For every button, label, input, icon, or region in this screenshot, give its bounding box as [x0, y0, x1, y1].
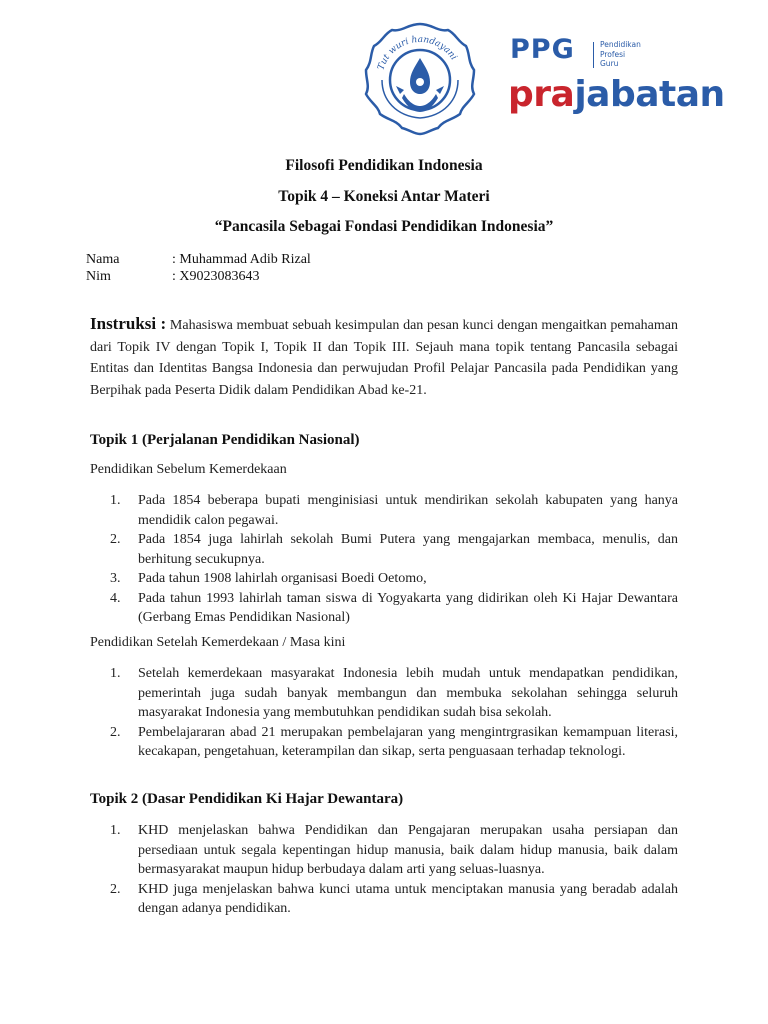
- pre-independence-heading: Pendidikan Sebelum Kemerdekaan: [90, 462, 287, 477]
- wordmark-part-pra: pra: [508, 74, 575, 115]
- ppg-sub-line: Guru: [600, 59, 619, 68]
- list-item: [110, 589, 678, 628]
- post-independence-heading: Pendidikan Setelah Kemerdekaan / Masa kini: [90, 635, 346, 650]
- document-subtitle: Topik 4 – Koneksi Antar Materi: [278, 188, 490, 205]
- ppg-sub-line: Profesi: [600, 49, 626, 59]
- ppg-sub-line: Pendidikan: [600, 40, 641, 49]
- ppg-prajabatan-logo: [508, 34, 728, 124]
- list-item: [110, 880, 678, 919]
- list-text: KHD juga menjelaskan bahwa kunci utama untuk menciptakan manusia yang beradab adalah dengan adanya pendidikan.: [138, 881, 678, 916]
- document-title: Filosofi Pendidikan Indonesia: [285, 157, 483, 174]
- wordmark-part-jabatan: jabatan: [574, 74, 725, 115]
- instruction-text: Mahasiswa membuat sebuah kesimpulan dan pesan kunci dengan mengaitkan pemahaman dari Topik IV dengan Topik I, Topik II dan Topik III. Sejauh mana topik tentang Pancasila sebagai Entitas dan Identitas Bangsa Indonesia dan perwujudan Profil Pelajar Pancasila pada Pendidikan yang Berpihak pada Peserta Didik dalam Pendidikan Abad ke-21.: [90, 318, 678, 398]
- list-item: [110, 821, 678, 880]
- list-text: KHD menjelaskan bahwa Pendidikan dan Pengajaran merupakan usaha persiapan dan persediaan untuk segala kepentingan hidup manusia, baik dalam hidup manusia, baik dalam bermasyarakat maupun hidup berbudaya dalam arti yang seluas-luasnya.: [138, 823, 678, 877]
- list-text: Setelah kemerdekaan masyarakat Indonesia lebih mudah untuk mendapatkan pendidikan, pemerintah juga sudah banyak membangun dan membuka sekolahan sehingga seluruh masyarakat Indonesia yang membutuhkan pendidikan sudah bisa sekolah.: [138, 666, 678, 720]
- list-text: Pembelajararan abad 21 merupakan pembelajaran yang mengintrgrasikan kemampuan literasi, kecakapan, pengetahuan, keterampilan dan sikap, serta penguasaan terhadap teknologi.: [138, 724, 678, 759]
- instruction-label: Instruksi :: [90, 314, 167, 333]
- ppg-logo-text: PPG: [510, 34, 575, 65]
- list-item: [110, 569, 678, 589]
- svg-text:Tut wuri handayani: Tut wuri handayani: [376, 34, 459, 72]
- name-value: : Muhammad Adib Rizal: [172, 252, 311, 267]
- list-item: [110, 723, 678, 762]
- list-number: 3.: [110, 571, 121, 586]
- document-theme: “Pancasila Sebagai Fondasi Pendidikan Indonesia”: [214, 218, 554, 235]
- list-item: [110, 491, 678, 530]
- ppg-logo-divider: [593, 42, 594, 68]
- university-logo: [360, 20, 480, 138]
- name-label: Nama: [86, 252, 120, 267]
- list-number: 2.: [110, 724, 121, 740]
- list-number: 2.: [110, 532, 121, 547]
- list-number: 1.: [110, 493, 121, 508]
- list-text: Pada tahun 1993 lahirlah taman siswa di Yogyakarta yang didirikan oleh Ki Hajar Dewantara (Gerbang Emas Pendidikan Nasional): [138, 590, 678, 625]
- topik-1-heading: Topik 1 (Perjalanan Pendidikan Nasional): [90, 432, 360, 448]
- topik-2-heading: Topik 2 (Dasar Pendidikan Ki Hajar Dewantara): [90, 791, 404, 807]
- pre-independence-list: [110, 491, 678, 628]
- list-text: Pada tahun 1908 lahirlah organisasi Boedi Oetomo,: [138, 571, 427, 586]
- post-independence-list: [110, 664, 678, 762]
- list-text: Pada 1854 beberapa bupati menginisiasi untuk mendirikan sekolah kabupaten yang hanya mendidik calon pegawai.: [138, 493, 678, 528]
- list-item: [110, 530, 678, 569]
- list-number: 4.: [110, 590, 121, 606]
- list-number: 2.: [110, 881, 121, 897]
- list-number: 1.: [110, 666, 121, 681]
- nim-value: : X9023083643: [172, 269, 260, 284]
- topik-2-list: [110, 821, 678, 919]
- list-item: [110, 664, 678, 723]
- prajabatan-wordmark: [508, 74, 725, 115]
- instruction-paragraph: [90, 313, 678, 401]
- ppg-logo-subtitle: [600, 40, 641, 69]
- nim-label: Nim: [86, 269, 111, 284]
- list-number: 1.: [110, 823, 121, 838]
- list-text: Pada 1854 juga lahirlah sekolah Bumi Putera yang mengajarkan membaca, menulis, dan berhitung secukupnya.: [138, 532, 678, 567]
